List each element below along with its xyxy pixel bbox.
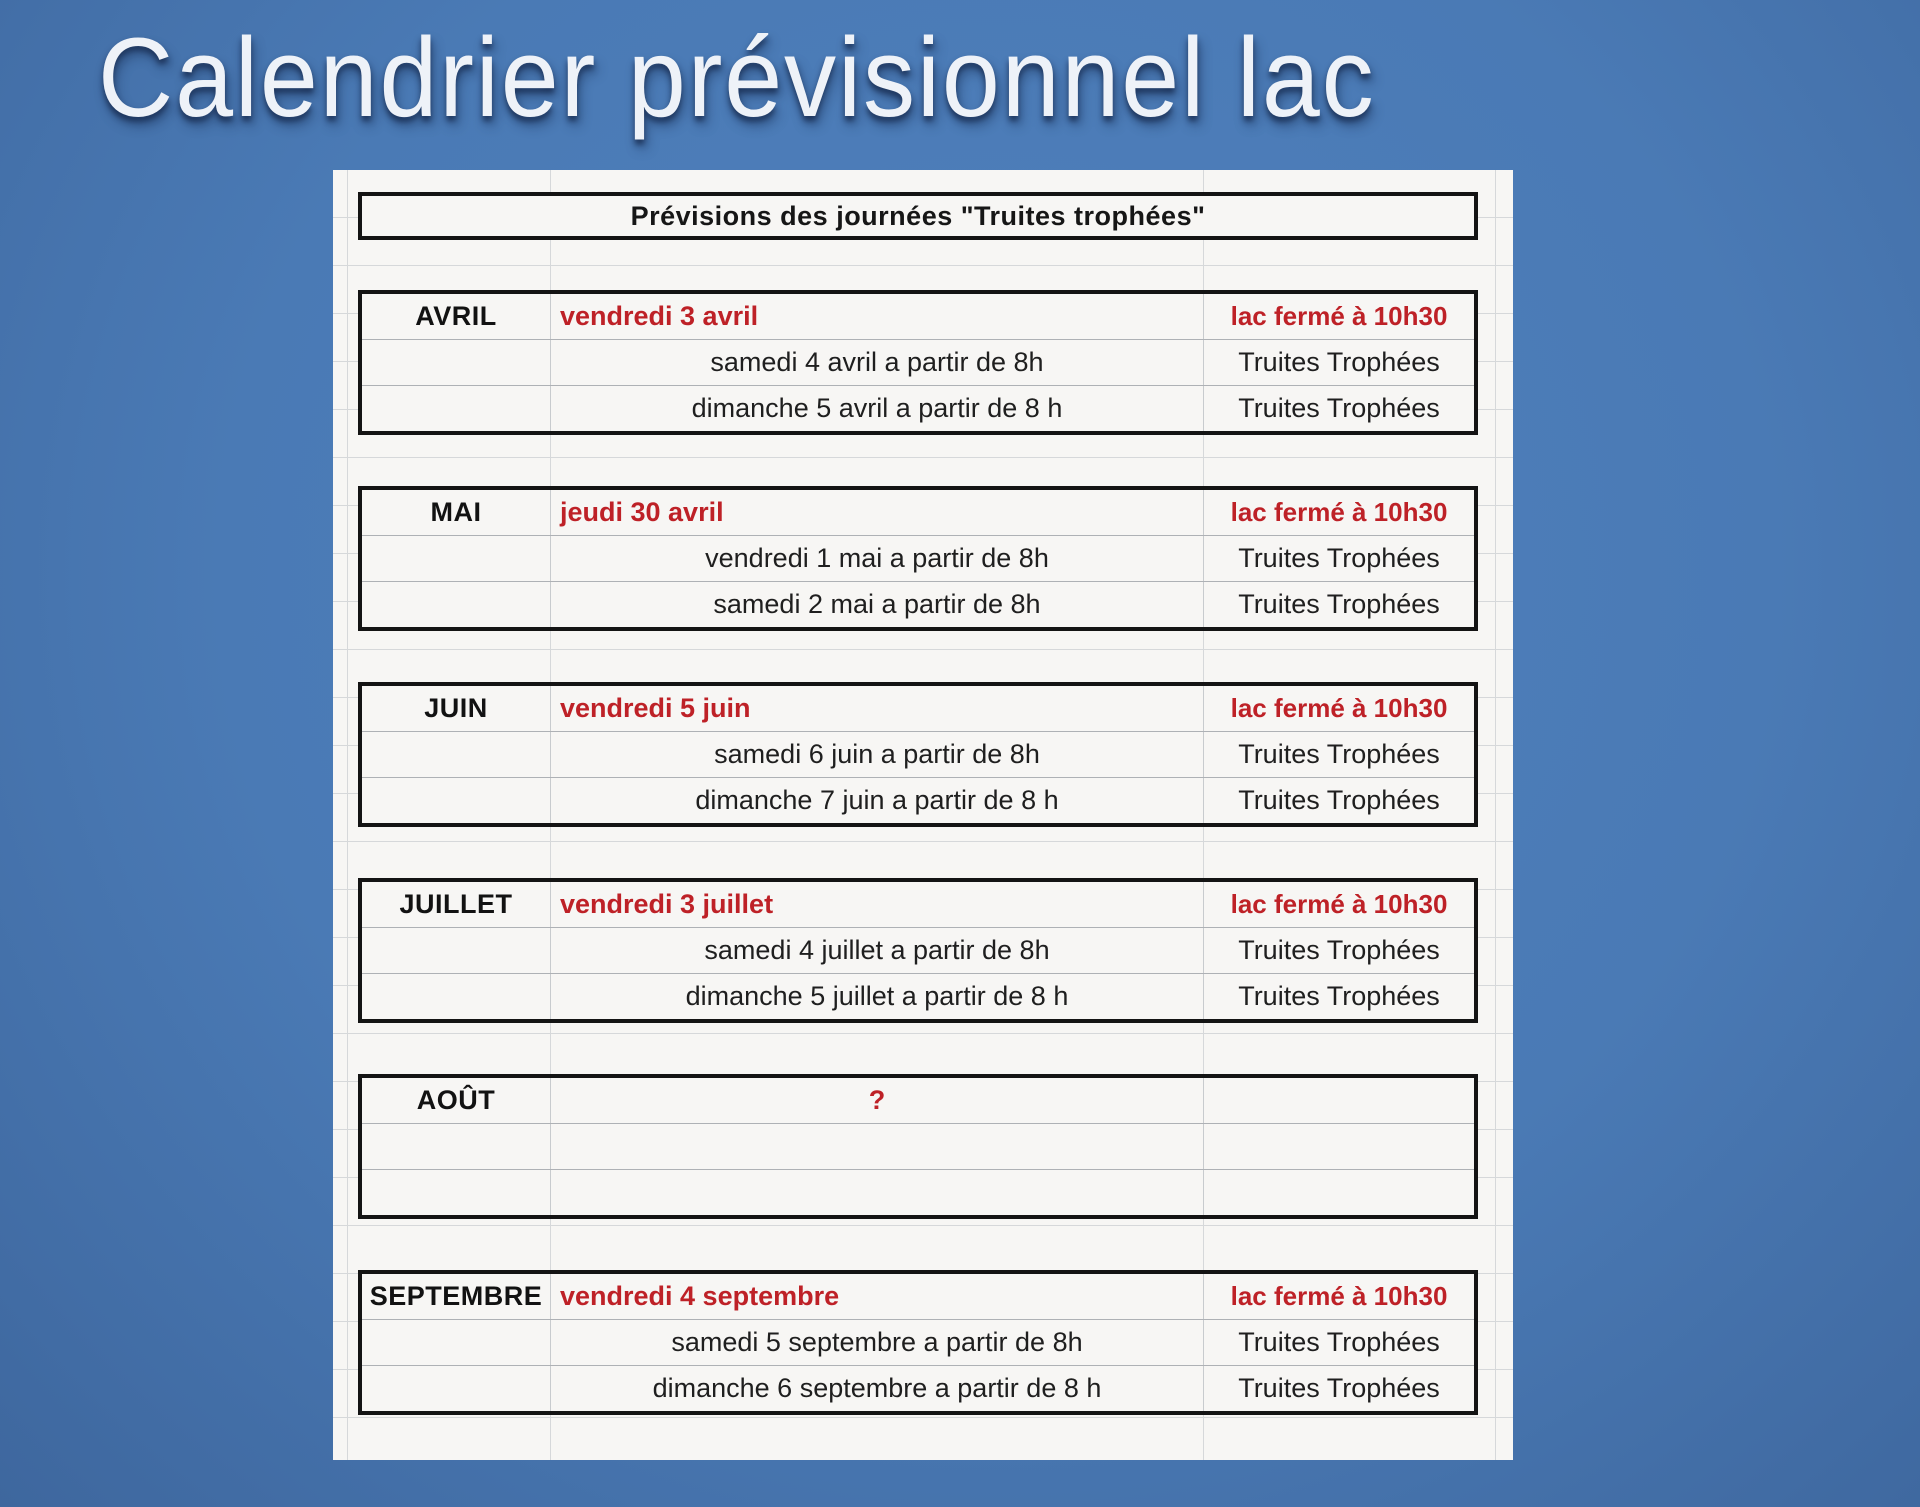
day-event: Truites Trophées [1203,928,1474,973]
day-date [550,1124,1203,1169]
month-label: AVRIL [415,301,497,331]
empty-cell [362,732,550,777]
day-date: samedi 4 avril a partir de 8h [550,340,1203,385]
day-date: samedi 5 septembre a partir de 8h [550,1320,1203,1365]
day-row [362,1319,1474,1365]
day-row [362,1365,1474,1411]
closure-row [362,1078,1474,1123]
spreadsheet-area [333,170,1513,1460]
empty-cell [362,928,550,973]
day-event: Truites Trophées [1203,1320,1474,1365]
empty-cell [362,386,550,431]
day-event: Truites Trophées [1203,386,1474,431]
day-date: samedi 2 mai a partir de 8h [550,582,1203,627]
closure-note: lac fermé à 10h30 [1203,294,1474,339]
month-block [358,1270,1478,1415]
closure-day: vendredi 4 septembre [550,1274,1203,1319]
day-date: dimanche 6 septembre a partir de 8 h [550,1366,1203,1411]
day-row [362,731,1474,777]
day-event: Truites Trophées [1203,1366,1474,1411]
month-block [358,682,1478,827]
empty-cell [362,340,550,385]
day-event: Truites Trophées [1203,340,1474,385]
closure-note: lac fermé à 10h30 [1203,1274,1474,1319]
day-row [362,385,1474,431]
day-event: Truites Trophées [1203,732,1474,777]
page-title: Calendrier prévisionnel lac [98,15,1376,140]
day-row [362,339,1474,385]
day-event: Truites Trophées [1203,582,1474,627]
closure-row [362,490,1474,535]
day-event: Truites Trophées [1203,778,1474,823]
closure-note: lac fermé à 10h30 [1203,686,1474,731]
table-title: Prévisions des journées "Truites trophées" [358,192,1478,240]
day-row [362,973,1474,1019]
day-date: dimanche 7 juin a partir de 8 h [550,778,1203,823]
closure-row [362,686,1474,731]
closure-note: lac fermé à 10h30 [1203,882,1474,927]
day-event: Truites Trophées [1203,974,1474,1019]
day-date: dimanche 5 avril a partir de 8 h [550,386,1203,431]
month-label: AOÛT [416,1085,496,1115]
closure-day: vendredi 3 juillet [550,882,1203,927]
day-date: vendredi 1 mai a partir de 8h [550,536,1203,581]
day-event [1203,1124,1474,1169]
month-label: SEPTEMBRE [369,1281,543,1311]
day-date: samedi 4 juillet a partir de 8h [550,928,1203,973]
closure-day: jeudi 30 avril [550,490,1203,535]
month-block [358,878,1478,1023]
month-block [358,1074,1478,1219]
sheet-gridline [1495,170,1496,1460]
day-row [362,777,1474,823]
empty-cell [362,1366,550,1411]
day-row [362,535,1474,581]
empty-cell [362,1124,550,1169]
month-label: JUIN [424,693,488,723]
empty-cell [362,536,550,581]
day-date: samedi 6 juin a partir de 8h [550,732,1203,777]
month-label: MAI [430,497,482,527]
empty-cell [362,582,550,627]
month-label: JUILLET [399,889,513,919]
empty-cell [362,974,550,1019]
closure-row [362,882,1474,927]
day-date [550,1170,1203,1215]
closure-row [362,1274,1474,1319]
empty-cell [362,1320,550,1365]
closure-note: lac fermé à 10h30 [1203,490,1474,535]
closure-row [362,294,1474,339]
empty-cell [362,778,550,823]
day-event: Truites Trophées [1203,536,1474,581]
closure-day: ? [550,1078,1203,1123]
month-block [358,290,1478,435]
day-event [1203,1170,1474,1215]
empty-cell [362,1170,550,1215]
day-row [362,927,1474,973]
sheet-gridline [347,170,348,1460]
day-row [362,1123,1474,1169]
closure-day: vendredi 5 juin [550,686,1203,731]
closure-note [1203,1078,1474,1123]
day-row [362,1169,1474,1215]
day-row [362,581,1474,627]
month-block [358,486,1478,631]
day-date: dimanche 5 juillet a partir de 8 h [550,974,1203,1019]
closure-day: vendredi 3 avril [550,294,1203,339]
